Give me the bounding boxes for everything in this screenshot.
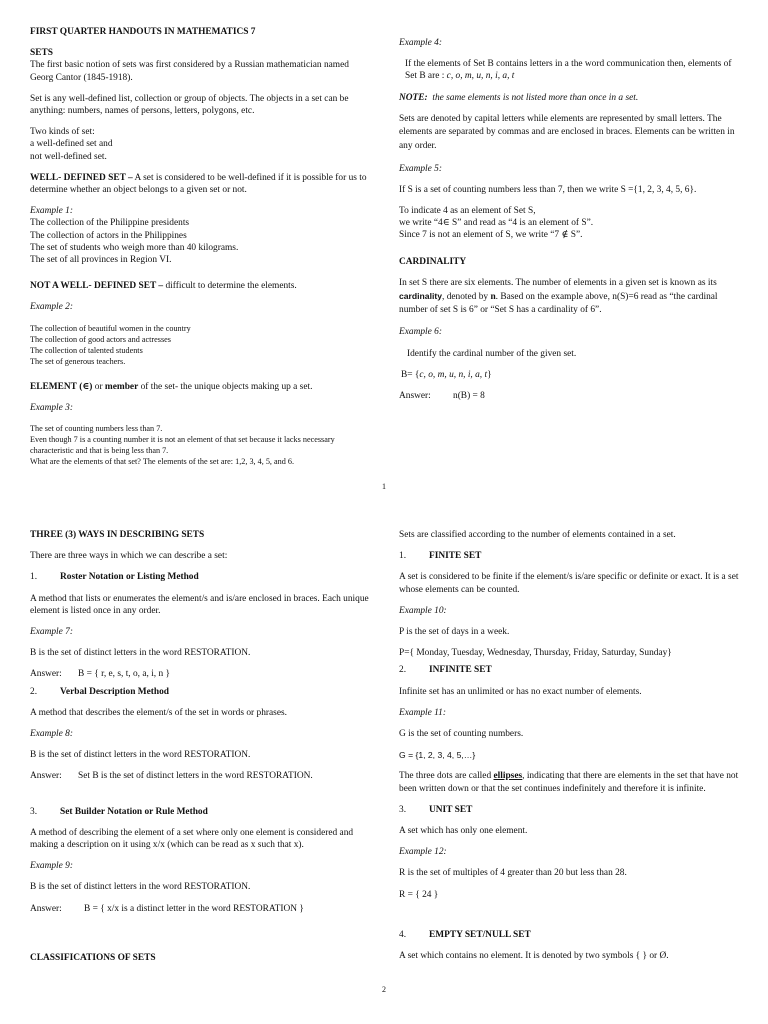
method-1-number: 1. xyxy=(30,572,38,583)
example-7-label: Example 7: xyxy=(30,627,73,638)
example-7-answer: B = { r, e, s, t, o, a, i, n } xyxy=(78,669,171,680)
empty-set-number: 4. xyxy=(399,929,407,940)
not-well-defined-paragraph xyxy=(30,280,370,292)
example-3-line: Even though 7 is a counting number it is not an element of that set because it lacks necessary characteristic and that is being less than 7. xyxy=(30,435,335,456)
ellipses-text-2: , indicating that there are elements in the set that have not been written down or that the set continues indefinitely and therefore it is infinite. xyxy=(399,771,739,794)
element-word: ELEMENT xyxy=(30,381,77,392)
example-8-text: B is the set of distinct letters in the word RESTORATION. xyxy=(30,750,251,761)
example-9-answer-row xyxy=(30,903,370,915)
example-11-set: G = {1, 2, 3, 4, 5,…} xyxy=(399,750,476,761)
example-3-label: Example 3: xyxy=(30,402,73,413)
ways-heading: THREE (3) WAYS IN DESCRIBING SETS xyxy=(30,530,205,540)
example-10-label: Example 10: xyxy=(399,605,447,616)
example-11-text: G is the set of counting numbers. xyxy=(399,729,524,740)
example-8-answer-row xyxy=(30,770,370,782)
method-3-heading xyxy=(30,806,370,818)
handout-title: FIRST QUARTER HANDOUTS IN MATHEMATICS 7 xyxy=(30,27,256,37)
example-6-text: Identify the cardinal number of the given set. xyxy=(407,348,577,359)
sets-intro: The first basic notion of sets was first considered by a Russian mathematician named Georg Cantor (1845-1918). xyxy=(30,60,349,83)
indicate-line: Since 7 is not an element of S, we write “7 ∉ S”. xyxy=(399,230,583,241)
example-7-text: B is the set of distinct letters in the word RESTORATION. xyxy=(30,648,251,659)
example-1-item: The set of students who weigh more than 40 kilograms. xyxy=(30,242,239,253)
well-defined-heading: WELL- DEFINED SET – xyxy=(30,172,133,183)
example-12-set: R = { 24 } xyxy=(399,889,439,900)
finite-set-title: FINITE SET xyxy=(429,551,482,562)
method-1-heading xyxy=(30,571,370,583)
answer-label: Answer: xyxy=(399,391,431,402)
example-4-text xyxy=(399,58,741,82)
finite-set-heading xyxy=(399,550,741,562)
method-3-title: Set Builder Notation or Rule Method xyxy=(60,806,208,817)
example-12-label: Example 12: xyxy=(399,847,447,858)
example-12-text: R is the set of multiples of 4 greater than 20 but less than 28. xyxy=(399,868,627,879)
page2-right-column xyxy=(399,529,741,962)
method-2-text: A method that describes the element/s of the set in words or phrases. xyxy=(30,707,287,718)
example-5-text: If S is a set of counting numbers less than 7, then we write S ={1, 2, 3, 4, 5, 6}. xyxy=(399,184,697,195)
method-1-text: A method that lists or enumerates the element/s and is/are enclosed in braces. Each unique element is listed once in any order. xyxy=(30,593,369,616)
well-defined-text: A set is considered to be well-defined if it is possible for us to determine whether an object belongs to a given set or not. xyxy=(30,172,367,196)
well-defined-paragraph xyxy=(30,172,370,196)
example-9-label: Example 9: xyxy=(30,861,73,872)
ellipses-text-1: The three dots are called xyxy=(399,771,492,782)
cardinality-text xyxy=(399,277,741,318)
ellipses-word: ellipses xyxy=(493,771,523,782)
classification-intro: Sets are classified according to the number of elements contained in a set. xyxy=(399,530,676,540)
notation-text: Sets are denoted by capital letters while elements are represented by small letters. The elements are separated by commas and are enclosed in braces. Elements can be written in any order. xyxy=(399,113,735,151)
example-1-item: The set of all provinces in Region VI. xyxy=(30,255,172,266)
sets-heading: SETS xyxy=(30,48,53,59)
example-4-label: Example 4: xyxy=(399,38,442,48)
element-symbol: (∈) xyxy=(79,381,93,392)
unit-set-text: A set which has only one element. xyxy=(399,826,528,837)
example-8-answer: Set B is the set of distinct letters in the word RESTORATION. xyxy=(78,771,313,782)
infinite-set-number: 2. xyxy=(399,665,407,676)
cardinality-n: n xyxy=(490,292,496,303)
classifications-heading: CLASSIFICATIONS OF SETS xyxy=(30,952,156,963)
example-6-set-letters: c, o, m, u, n, i, a, t xyxy=(419,369,488,380)
example-6-set xyxy=(399,369,741,381)
method-2-title: Verbal Description Method xyxy=(60,686,170,697)
example-1-item: The collection of actors in the Philippines xyxy=(30,230,187,241)
method-2-heading xyxy=(30,686,370,698)
example-10-set: P={ Monday, Tuesday, Wednesday, Thursday, Friday, Saturday, Sunday} xyxy=(399,648,672,659)
example-2-label: Example 2: xyxy=(30,302,73,313)
indicate-line: To indicate 4 as an element of Set S, xyxy=(399,206,536,216)
example-11-label: Example 11: xyxy=(399,707,446,718)
example-3-line: The set of counting numbers less than 7. xyxy=(30,424,163,434)
unit-set-number: 3. xyxy=(399,804,407,815)
example-6-label: Example 6: xyxy=(399,327,442,338)
page-number-2: 2 xyxy=(382,985,386,994)
kinds-intro: Two kinds of set: xyxy=(30,127,95,138)
element-or: or xyxy=(94,381,103,392)
example-2-item: The collection of beautiful women in the country xyxy=(30,323,191,333)
example-9-answer: B = { x/x is a distinct letter in the word RESTORATION } xyxy=(84,903,304,914)
not-well-defined-text: difficult to determine the elements. xyxy=(165,281,297,292)
unit-set-title: UNIT SET xyxy=(429,804,473,815)
empty-set-heading xyxy=(399,929,741,941)
note-line xyxy=(399,92,741,104)
example-10-text: P is the set of days in a week. xyxy=(399,627,510,638)
kind-item: a well-defined set and xyxy=(30,139,113,150)
element-paragraph xyxy=(30,381,370,393)
answer-label: Answer: xyxy=(30,771,62,782)
cardinality-text-3: . Based on the example above, n(S)=6 read as “the cardinal number of set S is 6” or “Set S has a cardinality of 6”. xyxy=(399,292,718,316)
answer-label: Answer: xyxy=(30,669,62,680)
not-well-defined-heading: NOT A WELL- DEFINED SET – xyxy=(30,281,164,292)
cardinality-word: cardinality xyxy=(399,291,442,302)
note-label: NOTE: xyxy=(399,92,428,103)
example-2-item: The collection of good actors and actresses xyxy=(30,334,171,344)
example-6-answer-row xyxy=(399,390,741,402)
example-6-set-prefix: B= { xyxy=(401,369,420,380)
method-1-title: Roster Notation or Listing Method xyxy=(60,572,199,583)
finite-set-text: A set is considered to be finite if the element/s is/are specific or definite or exact. It is a set whose elements can be counted. xyxy=(399,572,739,595)
set-definition: Set is any well-defined list, collection or group of objects. The objects in a set can be anything: numbers, names of persons, letters, polygons, etc. xyxy=(30,93,349,117)
page1-left-column xyxy=(30,26,370,467)
cardinality-text-1: In set S there are six elements. The number of elements in a given set is known as its xyxy=(399,277,717,288)
example-1-item: The collection of the Philippine presidents xyxy=(30,218,190,229)
example-2-item: The set of generous teachers. xyxy=(30,356,126,366)
example-8-label: Example 8: xyxy=(30,729,73,740)
empty-set-text: A set which contains no element. It is denoted by two symbols { } or Ø. xyxy=(399,951,669,962)
cardinality-heading: CARDINALITY xyxy=(399,256,467,267)
ellipses-text xyxy=(399,770,741,794)
infinite-set-heading xyxy=(399,664,741,676)
note-text: the same elements is not listed more than once in a set. xyxy=(432,92,639,103)
example-9-text: B is the set of distinct letters in the word RESTORATION. xyxy=(30,882,251,893)
example-1-label: Example 1: xyxy=(30,206,73,217)
example-6-answer: n(B) = 8 xyxy=(453,391,485,402)
infinite-set-title: INFINITE SET xyxy=(429,665,492,676)
indicate-line: we write “4∈ S” and read as “4 is an element of S”. xyxy=(399,218,594,229)
infinite-set-text: Infinite set has an unlimited or has no exact number of elements. xyxy=(399,686,642,697)
page2-left-column xyxy=(30,529,370,964)
finite-set-number: 1. xyxy=(399,551,407,562)
member-word: member xyxy=(104,381,139,392)
example-2-item: The collection of talented students xyxy=(30,345,143,355)
answer-label: Answer: xyxy=(30,903,62,914)
empty-set-title: EMPTY SET/NULL SET xyxy=(429,929,531,940)
example-6-set-suffix: } xyxy=(487,369,492,380)
kind-item: not well-defined set. xyxy=(30,151,107,162)
unit-set-heading xyxy=(399,804,741,816)
method-2-number: 2. xyxy=(30,686,38,697)
example-4-body: If the elements of Set B contains letters in a the word communication then, elements of Set B are : xyxy=(405,59,732,82)
cardinality-text-2: , denoted by xyxy=(442,292,489,303)
page-number-1: 1 xyxy=(382,482,386,491)
method-3-text: A method of describing the element of a set where only one element is considered and making a description on it using x/x (which can be read as x such that x). xyxy=(30,827,354,851)
example-4-letters: c, o, m, u, n, i, a, t xyxy=(446,71,515,82)
example-5-label: Example 5: xyxy=(399,163,442,174)
ways-intro: There are three ways in which we can describe a set: xyxy=(30,551,228,562)
element-text: of the set- the unique objects making up a set. xyxy=(140,381,313,392)
page1-right-column xyxy=(399,37,741,402)
example-3-line: What are the elements of that set? The elements of the set are: 1,2, 3, 4, 5, and 6. xyxy=(30,457,295,467)
method-3-number: 3. xyxy=(30,806,38,817)
example-7-answer-row xyxy=(30,668,370,680)
